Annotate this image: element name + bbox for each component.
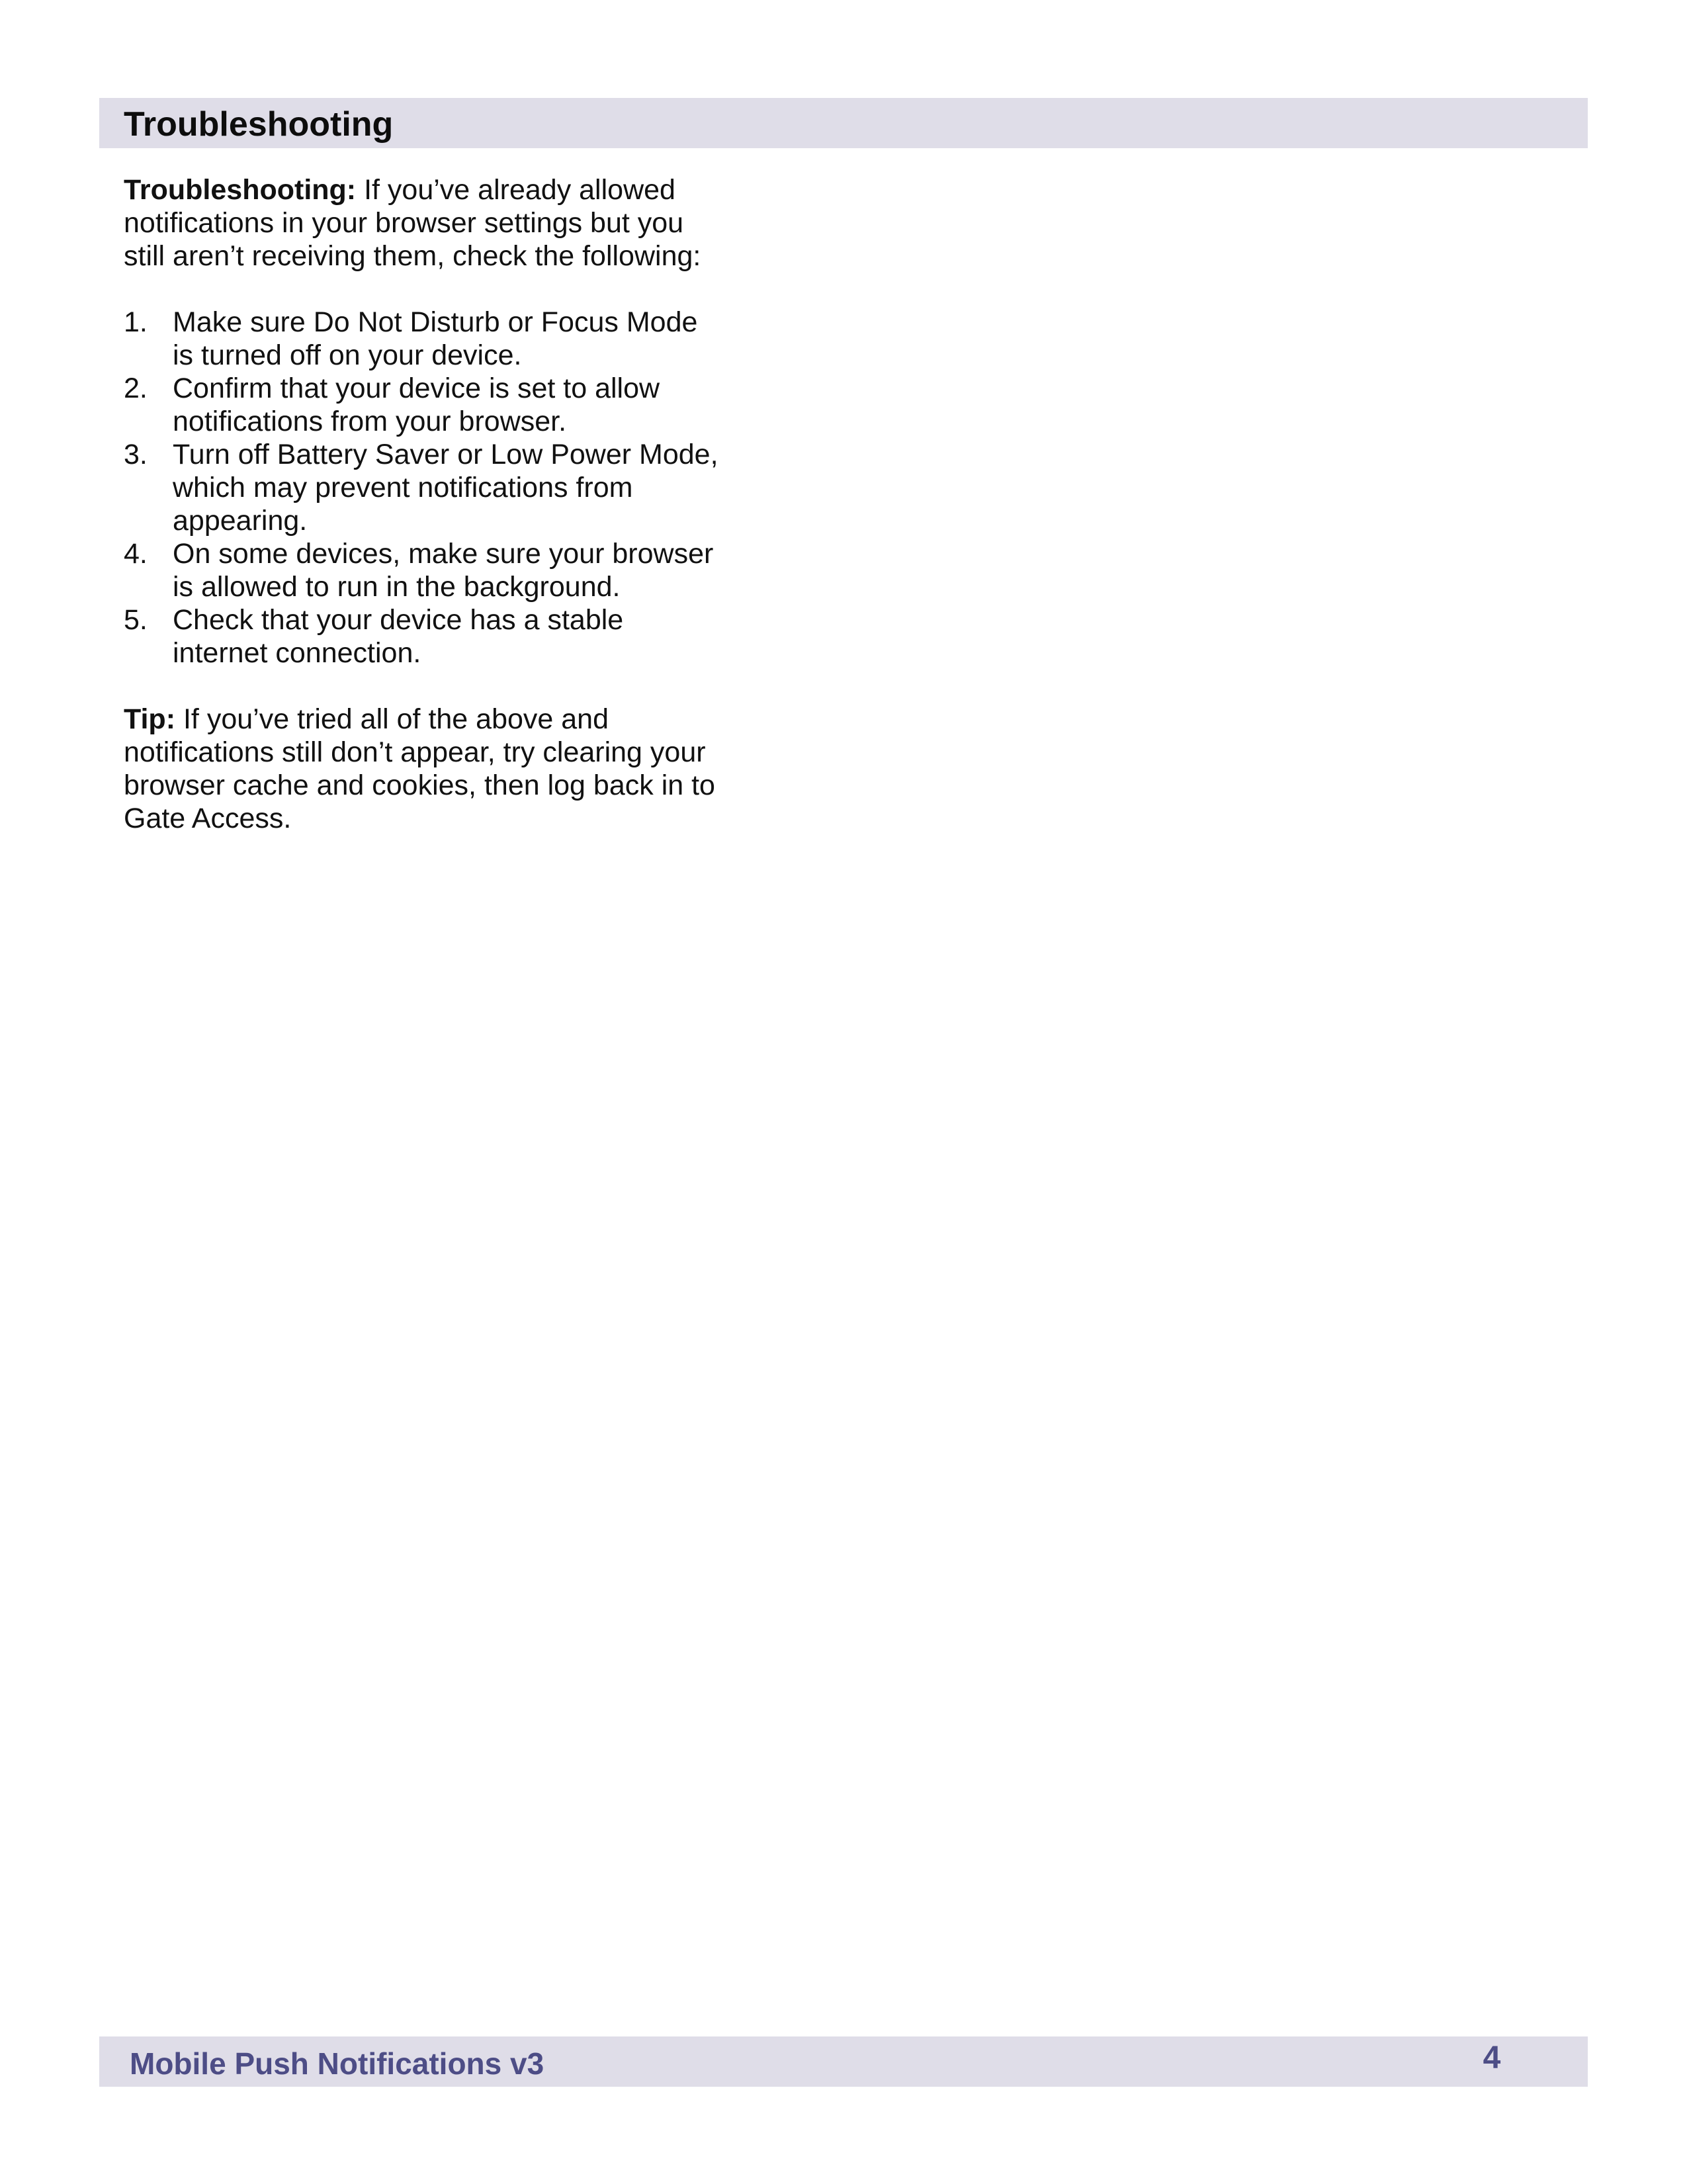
list-item bbox=[124, 603, 719, 670]
footer-document-title: Mobile Push Notifications v3 bbox=[130, 2046, 544, 2081]
step-number: 2. bbox=[124, 372, 148, 404]
troubleshooting-content bbox=[124, 173, 719, 835]
step-text: Check that your device has a stable internet connection. bbox=[173, 604, 624, 669]
intro-lead: Troubleshooting: bbox=[124, 174, 357, 206]
step-number: 5. bbox=[124, 604, 148, 636]
troubleshooting-steps-list bbox=[124, 306, 719, 670]
step-number: 1. bbox=[124, 306, 148, 338]
list-item bbox=[124, 372, 719, 438]
list-item bbox=[124, 438, 719, 537]
step-text: Make sure Do Not Disturb or Focus Mode is turned off on your device. bbox=[173, 306, 698, 371]
tip-lead: Tip: bbox=[124, 703, 176, 735]
step-number: 3. bbox=[124, 439, 148, 470]
step-text: Turn off Battery Saver or Low Power Mode, which may prevent notifications from appearing. bbox=[173, 439, 718, 537]
tip-paragraph bbox=[124, 703, 719, 835]
step-text: Confirm that your device is set to allow notifications from your browser. bbox=[173, 372, 660, 437]
intro-text: If you’ve already allowed notifications in your browser settings but you still aren’t receiving them, check the following: bbox=[124, 174, 701, 272]
page-number: 4 bbox=[1483, 2040, 1501, 2075]
tip-text: If you’ve tried all of the above and notifications still don’t appear, try clearing your browser cache and cookies, then log back in to Gate Access. bbox=[124, 703, 715, 834]
intro-paragraph bbox=[124, 173, 719, 273]
section-title: Troubleshooting bbox=[124, 105, 394, 144]
step-number: 4. bbox=[124, 538, 148, 570]
step-text: On some devices, make sure your browser is allowed to run in the background. bbox=[173, 538, 714, 603]
list-item bbox=[124, 306, 719, 372]
list-item bbox=[124, 537, 719, 603]
